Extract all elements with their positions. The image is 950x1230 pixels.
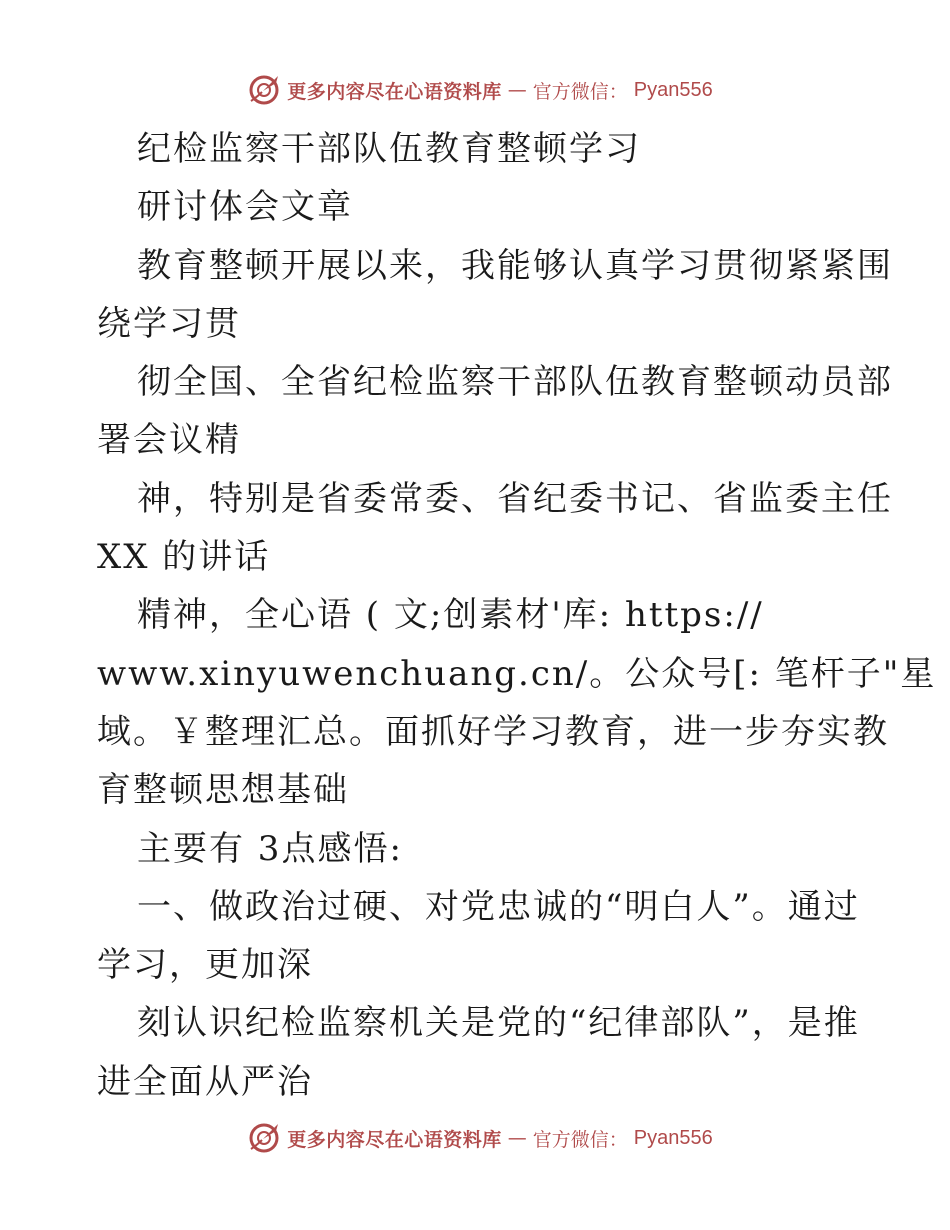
footer-handle: Pyan556	[633, 1126, 713, 1149]
doc-line: 神，特别是省委常委、省纪委书记、省监委主任	[137, 478, 893, 519]
doc-line: 彻全国、全省纪检监察干部队伍教育整顿动员部	[137, 362, 893, 403]
doc-line: www.xinyuwenchuang.cn/。公众号[: 笔杆子"星	[97, 653, 937, 694]
footer-brand: 更多内容尽在心语资料库	[287, 1128, 502, 1151]
footer-contact-label: 官方微信：	[532, 1128, 628, 1151]
doc-line: 主要有 3点感悟:	[137, 828, 403, 869]
footer-watermark	[0, 1118, 950, 1158]
doc-line: 域。￥整理汇总。面抓好学习教育，进一步夯实教	[97, 711, 889, 752]
doc-title-line-2: 研讨体会文章	[137, 187, 353, 228]
doc-line: 刻认识纪检监察机关是党的“纪律部队”，是推	[137, 1003, 860, 1044]
header-handle: Pyan556	[633, 78, 713, 101]
doc-line: 学习，更加深	[97, 945, 313, 986]
doc-title-line-1: 纪检监察干部队伍教育整顿学习	[137, 129, 641, 169]
doc-line: 精神，全心语 ( 文;创素材'库: https://	[137, 595, 764, 636]
header-separator: —	[507, 79, 527, 101]
footer-separator: —	[507, 1127, 527, 1149]
quill-logo-icon	[247, 73, 281, 107]
doc-line: XX 的讲话	[97, 537, 271, 578]
header-contact-label: 官方微信：	[532, 80, 628, 103]
header-banner	[247, 73, 713, 107]
document-body	[97, 120, 937, 1111]
doc-line: 育整顿思想基础	[97, 770, 349, 811]
doc-line: 一、做政治过硬、对党忠诚的“明白人”。通过	[137, 886, 860, 927]
doc-line: 教育整顿开展以来，我能够认真学习贯彻紧紧围	[137, 245, 893, 286]
header-watermark	[0, 70, 950, 110]
quill-logo-icon	[247, 1121, 281, 1155]
doc-line: 进全面从严治	[97, 1061, 313, 1102]
doc-line: 绕学习贯	[97, 303, 241, 344]
doc-line: 署会议精	[97, 420, 241, 461]
footer-banner	[247, 1121, 713, 1155]
header-brand: 更多内容尽在心语资料库	[287, 80, 502, 103]
